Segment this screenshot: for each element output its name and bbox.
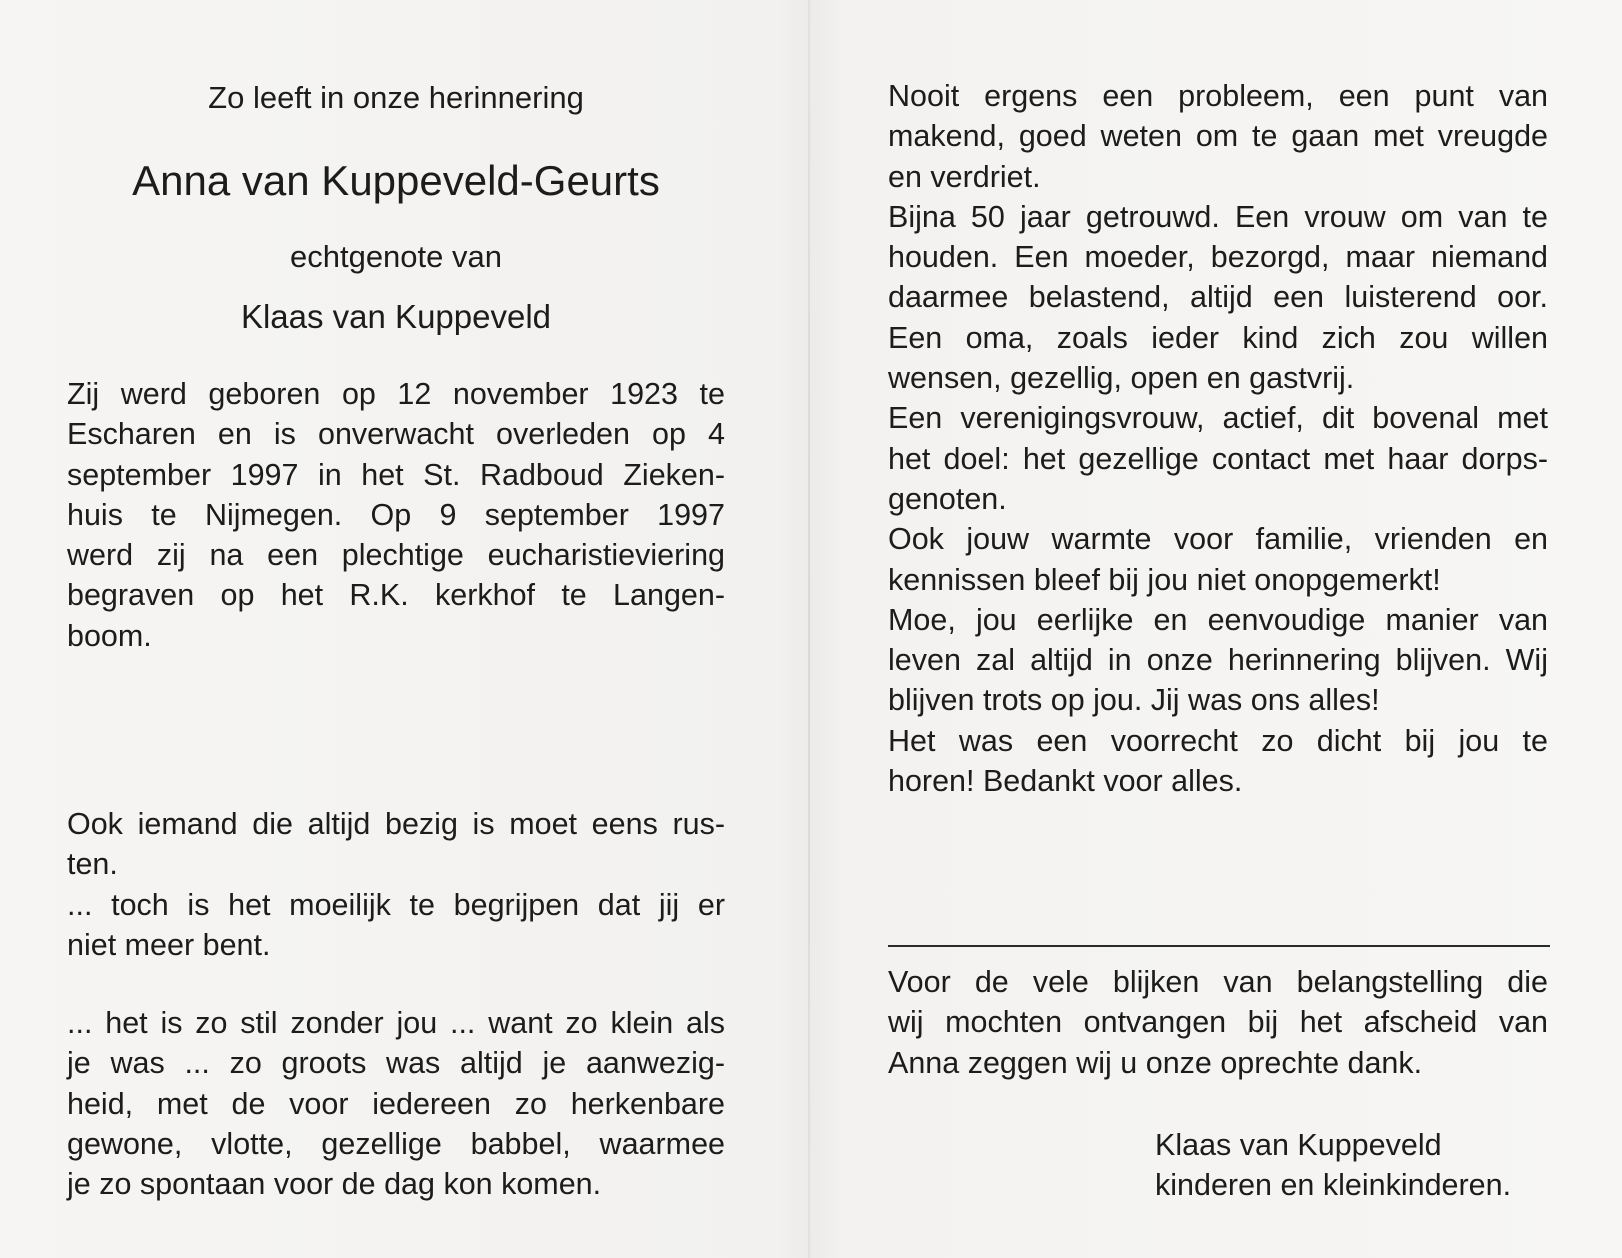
left-panel — [67, 0, 725, 1258]
verse-line: gewone, vlotte, gezellige babbel, waarmee — [67, 1126, 725, 1161]
tribute-line: leven zal altijd in onze herinnering blijven. Wij — [888, 643, 1548, 678]
signature-line: Klaas van Kuppeveld — [1155, 1128, 1442, 1162]
verse-line: heid, met de voor iedereen zo herkenbare — [67, 1086, 725, 1121]
card-fold — [808, 0, 810, 1258]
verse-line: Ook iemand die altijd bezig is moet eens rus- — [67, 807, 725, 841]
biography-line: september 1997 in het St. Radboud Zieken- — [67, 457, 725, 492]
tribute-line: horen! Bedankt voor alles. — [888, 764, 1243, 799]
tribute-line: Moe, jou eerlijke en eenvoudige manier van — [888, 602, 1548, 637]
biography-line: boom. — [67, 618, 152, 653]
tribute-paragraph — [888, 76, 1548, 801]
verse-paragraph-2 — [67, 1003, 725, 1204]
biography-line: Zij werd geboren op 12 november 1923 te — [67, 377, 725, 411]
intro-text: Zo leeft in onze herinnering — [208, 80, 584, 115]
verse-line: niet meer bent. — [67, 927, 271, 962]
spouse-name: Klaas van Kuppeveld — [240, 298, 552, 335]
verse-paragraph-1 — [67, 804, 725, 965]
thanks-line: wij mochten ontvangen bij het afscheid van — [888, 1005, 1548, 1040]
divider-line — [888, 945, 1550, 947]
verse-line: ten. — [67, 847, 118, 882]
verse-line: je zo spontaan voor de dag kon komen. — [67, 1167, 602, 1202]
verse-line: ... het is zo stil zonder jou ... want zo klein als — [67, 1006, 725, 1040]
tribute-line: het doel: het gezellige contact met haar dorps- — [888, 441, 1548, 476]
tribute-line: wensen, gezellig, open en gastvrij. — [888, 361, 1355, 396]
biography-line: Escharen en is onverwacht overleden op 4 — [67, 417, 725, 452]
tribute-line: houden. Een moeder, bezorgd, maar niemand — [888, 240, 1548, 275]
signature-line: kinderen en kleinkinderen. — [1155, 1168, 1512, 1202]
tribute-line: kennissen bleef bij jou niet onopgemerkt! — [888, 562, 1441, 597]
tribute-line: daarmee belastend, altijd een luisterend oor. — [888, 280, 1548, 315]
thanks-paragraph — [888, 962, 1548, 1083]
tribute-line: Bijna 50 jaar getrouwd. Een vrouw om van te — [888, 199, 1548, 234]
tribute-line: Een oma, zoals ieder kind zich zou willen — [888, 320, 1548, 355]
right-panel — [888, 0, 1548, 1258]
tribute-line: Nooit ergens een probleem, een punt van — [888, 79, 1548, 113]
tribute-line: Ook jouw warmte voor familie, vrienden en — [888, 522, 1548, 557]
biography-line: begraven op het R.K. kerkhof te Langen- — [67, 578, 725, 613]
biography-paragraph — [67, 374, 725, 656]
spouse-label: echtgenote van — [289, 239, 502, 274]
signature-block — [1155, 1125, 1511, 1205]
thanks-line: Anna zeggen wij u onze oprechte dank. — [888, 1045, 1423, 1080]
tribute-line: genoten. — [888, 481, 1007, 516]
tribute-line: blijven trots op jou. Jij was ons alles! — [888, 683, 1380, 718]
deceased-name: Anna van Kuppeveld-Geurts — [132, 157, 660, 204]
tribute-line: Een verenigingsvrouw, actief, dit bovenal met — [888, 401, 1548, 436]
tribute-line: makend, goed weten om te gaan met vreugde — [888, 119, 1548, 154]
tribute-line: Het was een voorrecht zo dicht bij jou te — [888, 723, 1548, 758]
biography-line: huis te Nijmegen. Op 9 september 1997 — [67, 497, 725, 532]
verse-line: ... toch is het moeilijk te begrijpen dat jij er — [67, 887, 725, 922]
thanks-line: Voor de vele blijken van belangstelling die — [888, 965, 1548, 999]
biography-line: werd zij na een plechtige eucharistieviering — [67, 538, 725, 573]
verse-line: je was ... zo groots was altijd je aanwezig- — [67, 1046, 725, 1081]
tribute-line: en verdriet. — [888, 159, 1041, 194]
